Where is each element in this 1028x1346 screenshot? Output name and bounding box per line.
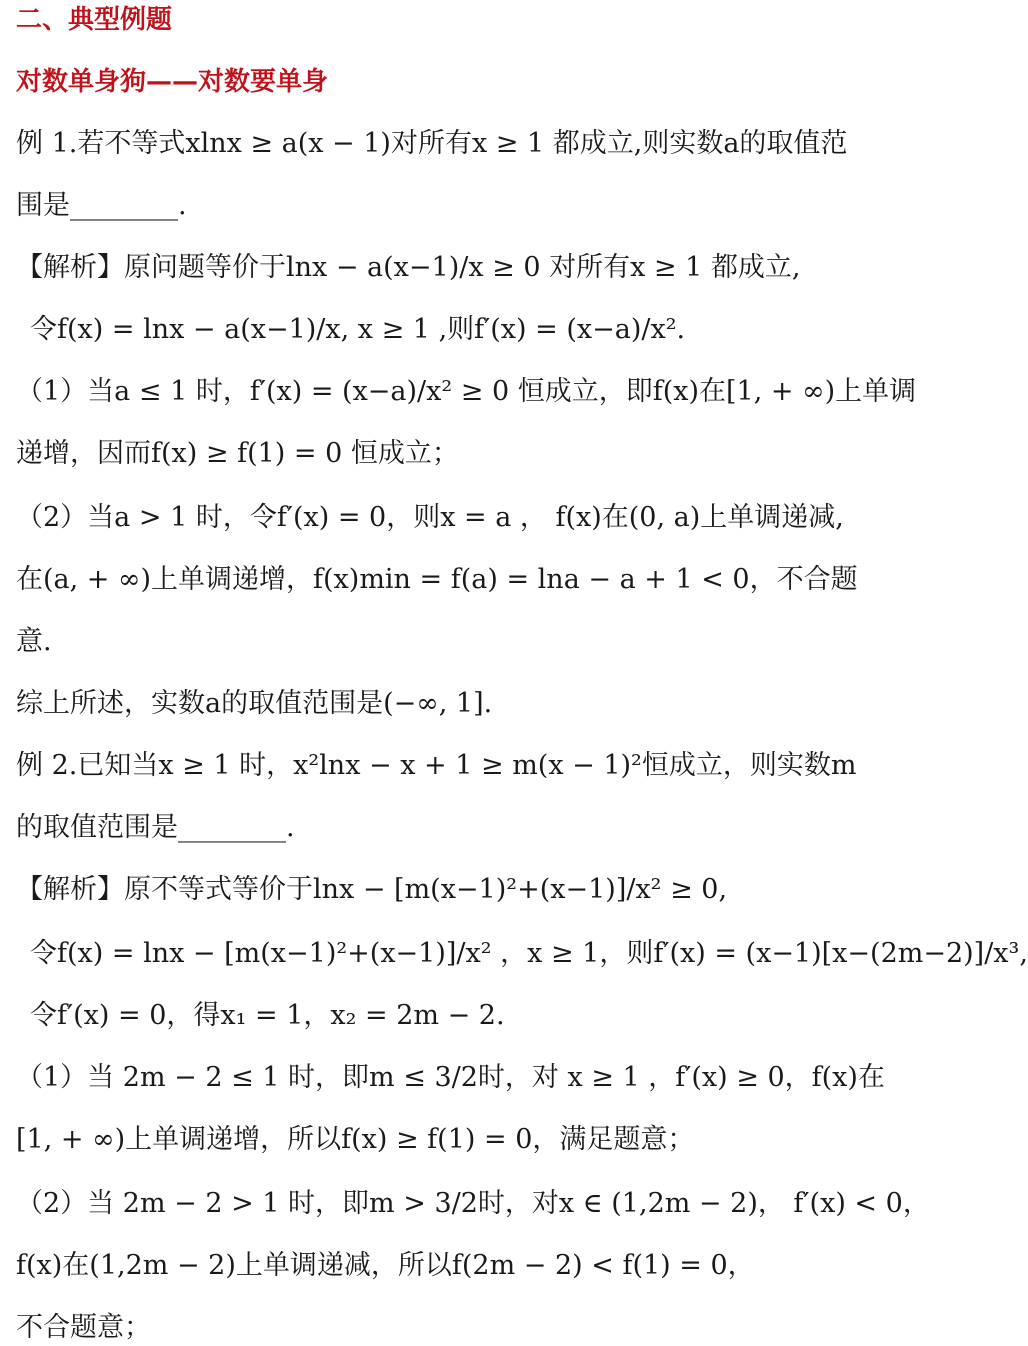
solution-1-line-3: （1）当a ≤ 1 时，f′(x) = (x−a)/x² ≥ 0 恒成立，即f(x)在[1, + ∞)上单调: [16, 376, 917, 407]
section-title: 二、典型例题: [16, 5, 173, 35]
solution-2-line-4: （1）当 2m − 2 ≤ 1 时，即m ≤ 3/2时，对 x ≥ 1 ，f′(x) ≥ 0，f(x)在: [16, 1062, 885, 1093]
solution-2-line-5: [1, + ∞)上单调递增，所以f(x) ≥ f(1) = 0，满足题意；: [16, 1124, 695, 1155]
example-2-line-2: 的取值范围是________.: [16, 812, 295, 843]
solution-1-conclusion: 综上所述，实数a的取值范围是(−∞, 1].: [16, 688, 493, 719]
solution-2-line-6: （2）当 2m − 2 > 1 时，即m > 3/2时，对x ∈ (1,2m − 2)， f′(x) < 0，: [16, 1188, 930, 1219]
example-1-line-1: 例 1.若不等式xlnx ≥ a(x − 1)对所有x ≥ 1 都成立,则实数a的取值范: [16, 128, 848, 159]
solution-2-line-3: 令f′(x) = 0，得x₁ = 1，x₂ = 2m − 2.: [30, 1000, 505, 1031]
solution-2-line-7: f(x)在(1,2m − 2)上单调递减，所以f(2m − 2) < f(1) = 0，: [16, 1250, 755, 1281]
solution-1-line-5: （2）当a > 1 时，令f′(x) = 0，则x = a ， f(x)在(0, a)上单调递减,: [16, 502, 844, 533]
solution-1-line-6: 在(a, + ∞)上单调递增，f(x)min = f(a) = lna − a + 1 < 0，不合题: [16, 564, 858, 595]
solution-2-line-2: 令f(x) = lnx − [m(x−1)²+(x−1)]/x² ，x ≥ 1，则f′(x) = (x−1)[x−(2m−2)]/x³,: [30, 938, 1028, 969]
solution-1-line-2: 令f(x) = lnx − a(x−1)/x, x ≥ 1 ,则f′(x) = (x−a)/x².: [30, 314, 686, 345]
solution-2-line-1: 【解析】原不等式等价于lnx − [m(x−1)²+(x−1)]/x² ≥ 0,: [16, 874, 728, 905]
solution-1-line-4: 递增，因而f(x) ≥ f(1) = 0 恒成立；: [16, 438, 459, 469]
example-1-line-2: 围是________.: [16, 190, 187, 221]
solution-1-line-1: 【解析】原问题等价于lnx − a(x−1)/x ≥ 0 对所有x ≥ 1 都成立,: [16, 252, 801, 283]
solution-2-line-8: 不合题意；: [16, 1312, 151, 1343]
subtitle: 对数单身狗——对数要单身: [16, 67, 329, 97]
example-2-line-1: 例 2.已知当x ≥ 1 时，x²lnx − x + 1 ≥ m(x − 1)²恒成立，则实数m: [16, 750, 857, 781]
solution-1-line-7: 意.: [16, 626, 52, 657]
